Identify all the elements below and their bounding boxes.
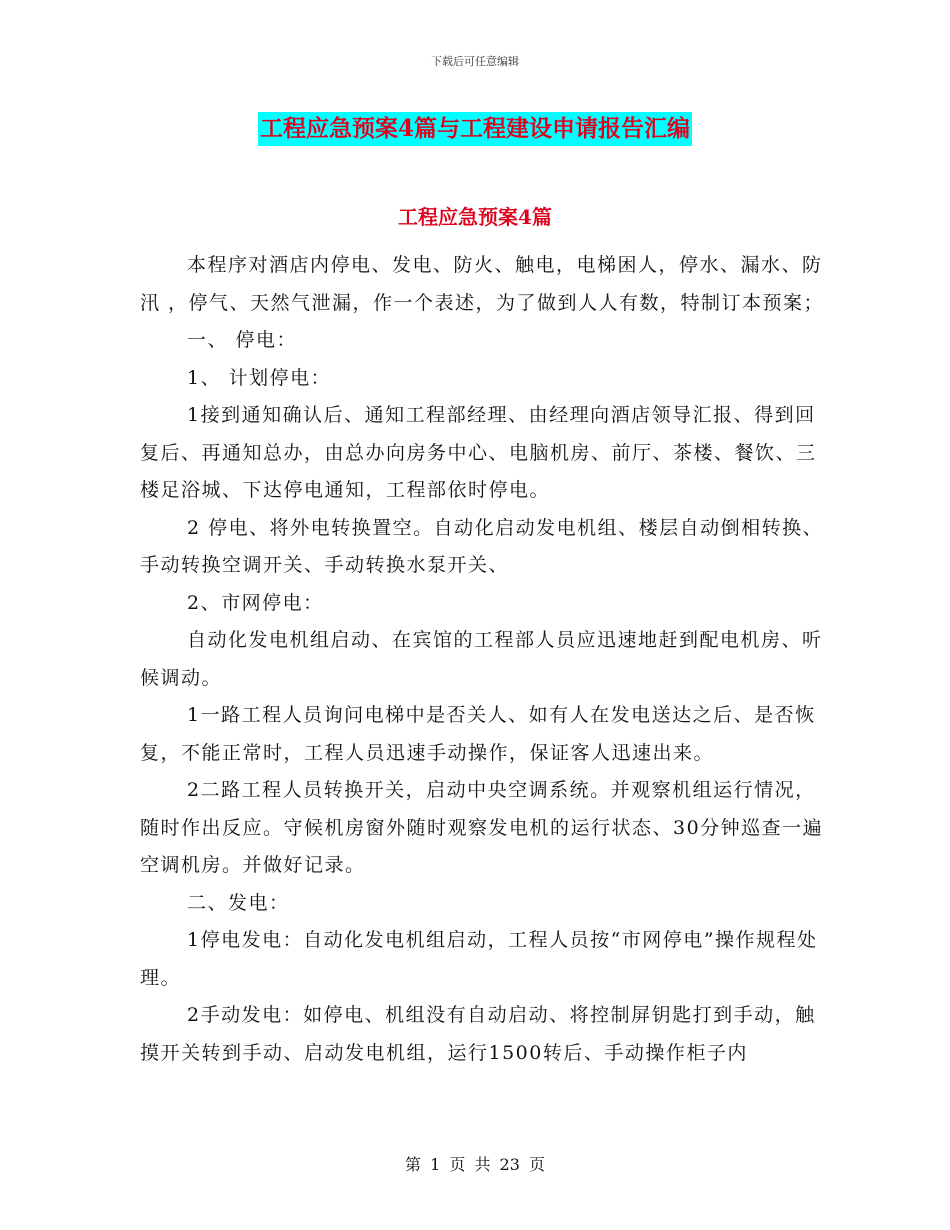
page-number: 第 1 页 共 23 页 [405, 1155, 545, 1174]
subheading-grid-outage: 2、市网停电： [187, 591, 324, 614]
subheading-planned-outage: 1、 计划停电： [187, 366, 332, 389]
paragraph: 2手动发电：如停电、机组没有自动启动、将控制屏钥匙打到手动，触摸开关转到手动、启动发电机组，运行1500转后、手动操作柜子内 [140, 1004, 816, 1064]
paragraph: 1一路工程人员询问电梯中是否关人、如有人在发电送达之后、是否恢复，不能正常时，工程人员迅速手动操作，保证客人迅速出来。 [140, 704, 816, 764]
paragraph: 本程序对酒店内停电、发电、防火、触电，电梯困人，停水、漏水、防汛 ，停气、天然气泄漏，作一个表述，为了做到人人有数，特制订本预案； [140, 254, 825, 314]
page-header-note: 下载后可任意编辑 [431, 55, 519, 68]
document-body [140, 247, 830, 1072]
paragraph: 1接到通知确认后、通知工程部经理、由经理向酒店领导汇报、得到回复后、再通知总办，由总办向房务中心、电脑机房、前厅、茶楼、餐饮、三楼足浴城、下达停电通知，工程部依时停电。 [140, 404, 817, 501]
paragraph: 2二路工程人员转换开关，启动中央空调系统。并观察机组运行情况，随时作出反应。守候机房窗外随时观察发电机的运行状态、30分钟巡查一遍空调机房。并做好记录。 [140, 779, 824, 876]
section-title: 工程应急预案4篇 [398, 205, 552, 229]
heading-power-outage: 一、 停电： [187, 329, 298, 351]
paragraph: 2 停电、将外电转换置空。自动化启动发电机组、楼层自动倒相转换、手动转换空调开关、手动转换水泵开关、 [140, 516, 824, 576]
paragraph: 自动化发电机组启动、在宾馆的工程部人员应迅速地赶到配电机房、听候调动。 [140, 629, 823, 689]
paragraph: 1停电发电：自动化发电机组启动，工程人员按“市网停电”操作规程处理。 [140, 929, 818, 989]
main-title: 工程应急预案4篇与工程建设申请报告汇编 [258, 112, 692, 146]
heading-power-generation: 二、发电： [187, 891, 290, 914]
main-title-wrap [0, 112, 950, 146]
